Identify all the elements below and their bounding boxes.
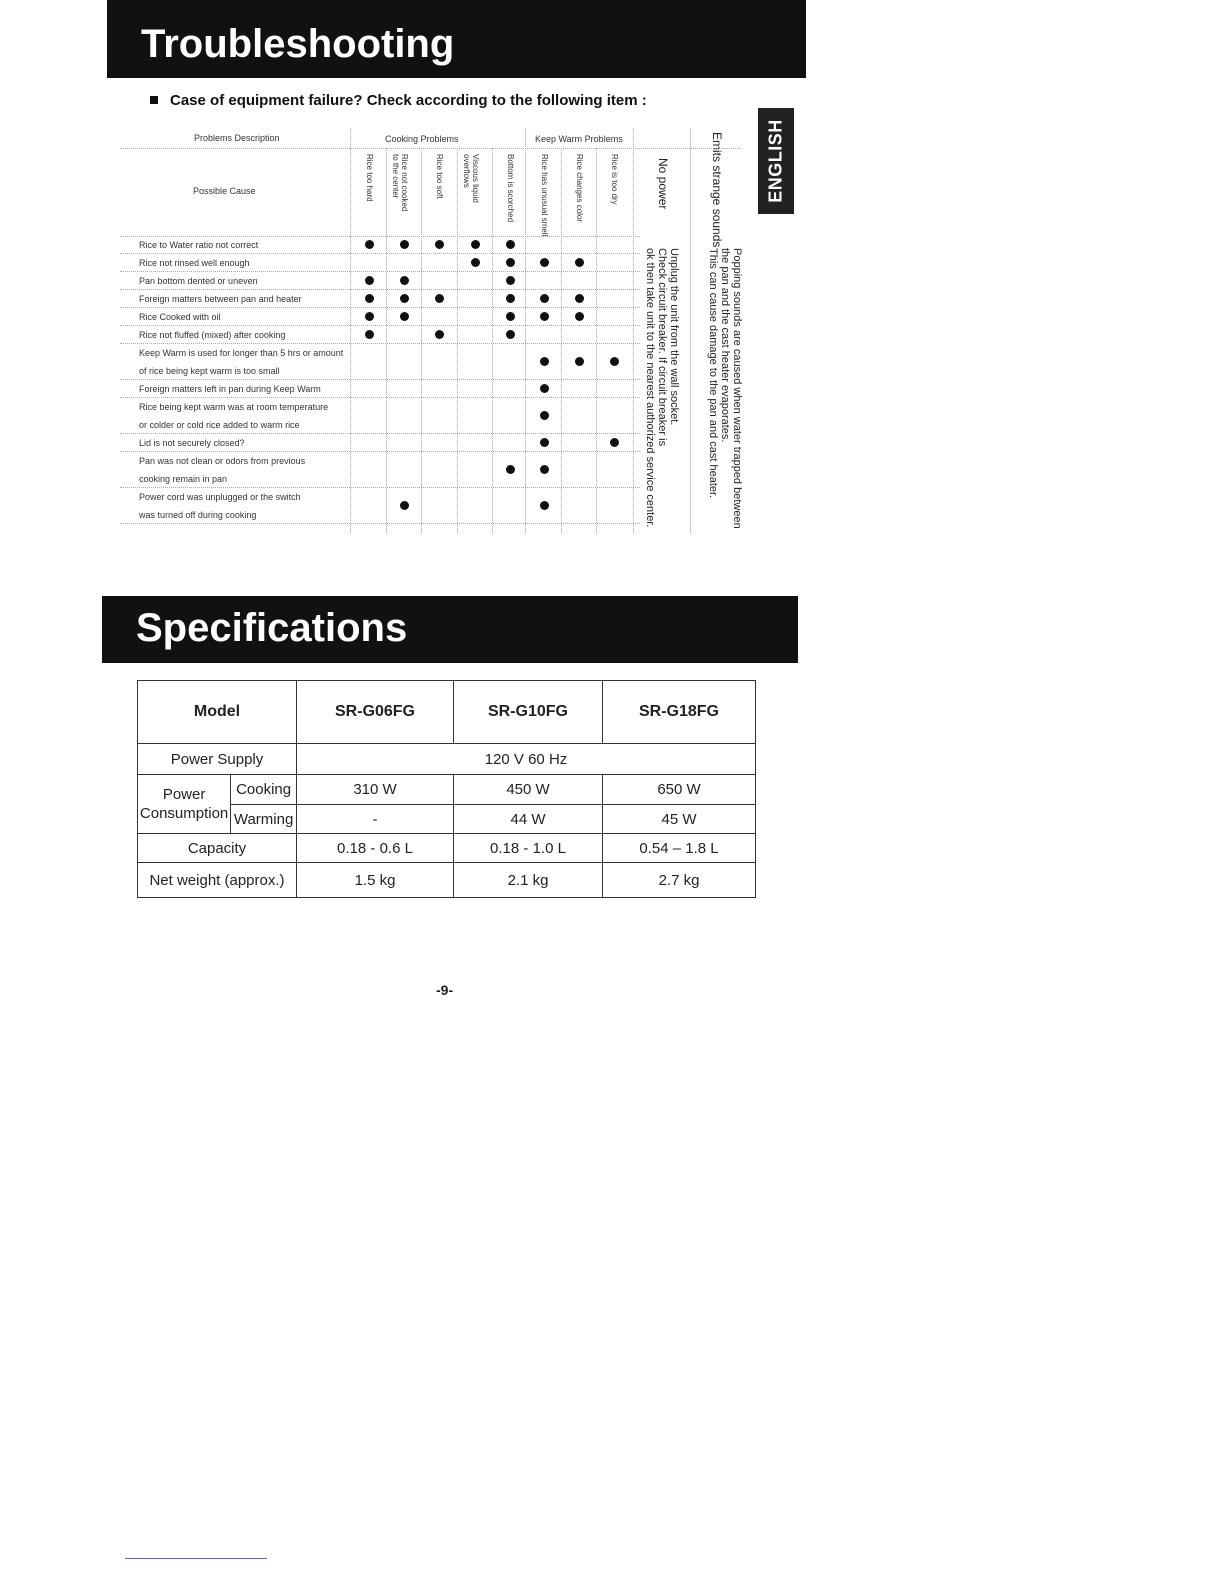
table-row — [138, 775, 756, 805]
header-cooking-problems: Cooking Problems — [385, 134, 459, 144]
dot-icon — [610, 357, 619, 366]
cooking-label: Cooking — [231, 775, 297, 805]
weight-m1: 1.5 kg — [297, 863, 454, 898]
header-model-2: SR-G10FG — [454, 681, 603, 744]
grid-line — [690, 128, 691, 533]
subtitle-text: Case of equipment failure? Check according to the following item : — [170, 92, 647, 109]
warming-m1: - — [297, 805, 454, 834]
dot-icon — [540, 294, 549, 303]
cause-text: Foreign matters left in pan during Keep Warm — [139, 384, 321, 394]
dot-icon — [365, 240, 374, 249]
dot-icon — [365, 294, 374, 303]
capacity-m3: 0.54 – 1.8 L — [603, 834, 756, 863]
bullet-square-icon — [150, 96, 158, 104]
power-supply-label: Power Supply — [138, 744, 297, 775]
table-row — [138, 863, 756, 898]
dot-icon — [506, 312, 515, 321]
page-number: -9- — [436, 982, 454, 998]
dot-icon — [435, 294, 444, 303]
power-supply-value: 120 V 60 Hz — [297, 744, 756, 775]
column-header: Rice changes color — [575, 154, 584, 223]
cause-text: Lid is not securely closed? — [139, 438, 245, 448]
cause-text: Rice being kept warm was at room temperature or colder or cold rice added to warm rice — [139, 402, 329, 430]
dot-icon — [506, 276, 515, 285]
capacity-m1: 0.18 - 0.6 L — [297, 834, 454, 863]
header-keep-warm-problems: Keep Warm Problems — [535, 134, 623, 144]
column-header: Rice is too dry — [610, 154, 619, 205]
weight-label: Net weight (approx.) — [138, 863, 297, 898]
header-model-3: SR-G18FG — [603, 681, 756, 744]
specifications-title: Specifications — [102, 596, 798, 663]
column-header: Bottom is scorched — [506, 154, 515, 223]
table-row — [138, 744, 756, 775]
dot-icon — [540, 465, 549, 474]
dot-icon — [506, 294, 515, 303]
grid-line — [421, 148, 422, 533]
cause-text: Pan was not clean or odors from previous cooking remain in pan — [139, 456, 306, 484]
dot-icon — [540, 384, 549, 393]
column-header: Viscous liquid overflows — [462, 154, 480, 203]
column-header: Rice has unusual smell — [540, 154, 549, 237]
dot-icon — [540, 312, 549, 321]
dot-icon — [435, 330, 444, 339]
header-possible-cause: Possible Cause — [193, 186, 256, 196]
grid-line — [525, 128, 526, 533]
dot-icon — [506, 258, 515, 267]
warming-m3: 45 W — [603, 805, 756, 834]
dot-icon — [575, 258, 584, 267]
grid-line — [561, 148, 562, 533]
dot-icon — [365, 312, 374, 321]
dot-icon — [575, 357, 584, 366]
capacity-m2: 0.18 - 1.0 L — [454, 834, 603, 863]
cause-text: Rice Cooked with oil — [139, 312, 221, 322]
dot-icon — [506, 240, 515, 249]
grid-line — [120, 148, 740, 149]
header-model: Model — [138, 681, 297, 744]
cause-text: Rice to Water ratio not correct — [139, 240, 259, 250]
dot-icon — [506, 465, 515, 474]
dot-icon — [471, 240, 480, 249]
dot-icon — [400, 276, 409, 285]
table-row — [138, 834, 756, 863]
cause-text: Keep Warm is used for longer than 5 hrs or amount of rice being kept warm is too small — [139, 348, 344, 376]
warming-label: Warming — [231, 805, 297, 834]
grid-line — [350, 128, 351, 533]
cooking-m2: 450 W — [454, 775, 603, 805]
dot-icon — [400, 294, 409, 303]
power-consumption-label: Power Consumption — [138, 775, 231, 834]
header-problems-description: Problems Description — [194, 133, 280, 143]
dot-icon — [365, 276, 374, 285]
dot-icon — [540, 411, 549, 420]
table-row — [138, 805, 756, 834]
dot-icon — [540, 357, 549, 366]
dot-icon — [610, 438, 619, 447]
column-header: Rice too soft — [435, 154, 444, 199]
troubleshooting-title: Troubleshooting — [107, 0, 806, 78]
grid-line — [492, 148, 493, 533]
weight-m2: 2.1 kg — [454, 863, 603, 898]
grid-line — [457, 148, 458, 533]
dot-icon — [506, 330, 515, 339]
grid-line — [386, 148, 387, 533]
dot-icon — [365, 330, 374, 339]
language-tab-label: ENGLISH — [765, 119, 786, 203]
grid-line — [596, 148, 597, 533]
dot-icon — [471, 258, 480, 267]
footer-rule — [125, 1558, 267, 1559]
table-row — [138, 681, 756, 744]
cause-text: Power cord was unplugged or the switch was turned off during cooking — [139, 492, 301, 520]
dot-icon — [540, 501, 549, 510]
dot-icon — [540, 258, 549, 267]
capacity-label: Capacity — [138, 834, 297, 863]
weight-m3: 2.7 kg — [603, 863, 756, 898]
dot-icon — [400, 312, 409, 321]
cause-text: Rice not fluffed (mixed) after cooking — [139, 330, 286, 340]
cause-text: Pan bottom dented or uneven — [139, 276, 258, 286]
warming-m2: 44 W — [454, 805, 603, 834]
cause-text: Foreign matters between pan and heater — [139, 294, 302, 304]
dot-icon — [435, 240, 444, 249]
column-header: Rice too hard — [365, 154, 374, 202]
header-model-1: SR-G06FG — [297, 681, 454, 744]
cooking-m3: 650 W — [603, 775, 756, 805]
dot-icon — [575, 294, 584, 303]
dot-icon — [400, 501, 409, 510]
grid-line — [633, 128, 634, 533]
column-header: Rice not cooked to the center — [391, 154, 409, 212]
dot-icon — [540, 438, 549, 447]
specifications-table — [137, 680, 756, 898]
dot-icon — [400, 240, 409, 249]
troubleshooting-subtitle — [150, 92, 647, 109]
dot-icon — [575, 312, 584, 321]
troubleshooting-table: Problems Description Possible Cause Cooking Problems Keep Warm Problems No power Unplug the unit from the wall socket. Check circuit breaker. If circuit breaker is ok then take unit to the nearest authorized service center. Emits strange sounds Popping sounds are caused when water trapped between the pan and the cast heater evaporates. This can cause damage to the pan and cast heater. Rice too hard Rice not cooked to the center Rice too soft Viscous liquid overflows Bottom is scorched Rice has unusual smell Rice changes color Rice is too dry Rice to Water ratio not correct Rice not rinsed well enough Pan bottom dented or uneven Foreign matters between pan and heater Rice Cooked with oil Rice not fluffed (mixed) after cooking Keep Warm is used for longer than 5 hrs or amount of rice being kept warm is too small Foreign matters left in pan during Keep Warm Rice being kept warm was at room temperature or colder or cold rice added to warm rice Lid is not securely closed? Pan was not clean or odors from previous cooking remain in pan Power cord was unplugged or the switch was turned off during cooking — [120, 128, 810, 538]
cause-text: Rice not rinsed well enough — [139, 258, 250, 268]
cooking-m1: 310 W — [297, 775, 454, 805]
